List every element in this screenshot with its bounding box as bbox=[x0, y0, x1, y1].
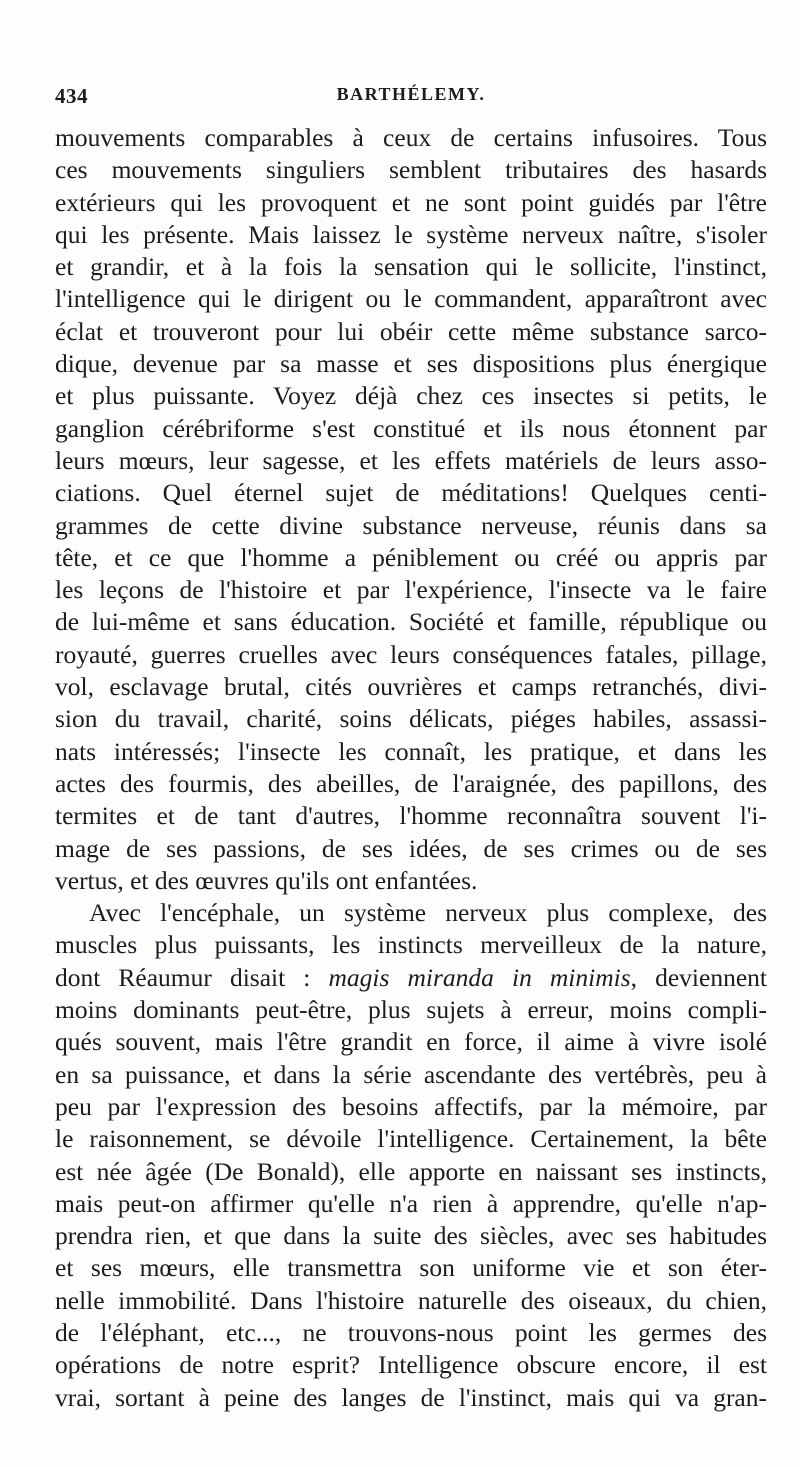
text-line: et ses mœurs, elle transmettra son uniforme vie et son éter- bbox=[55, 1253, 767, 1283]
text-line: et plus puissante. Voyez déjà chez ces insectes si petits, le bbox=[55, 381, 767, 411]
text-line: l'intelligence qui le dirigent ou le commandent, apparaîtront avec bbox=[55, 284, 767, 314]
running-head bbox=[55, 84, 767, 114]
text-line: nelle immobilité. Dans l'histoire naturelle des oiseaux, du chien, bbox=[55, 1285, 767, 1315]
text-segment: dont Réaumur disait : bbox=[55, 962, 329, 992]
body-text bbox=[55, 122, 767, 1414]
text-line: mage de ses passions, de ses idées, de ses crimes ou de ses bbox=[55, 833, 767, 863]
text-line: sion du travail, charité, soins délicats, piéges habiles, assassi- bbox=[55, 704, 767, 734]
text-line: est née âgée (De Bonald), elle apporte en naissant ses instincts, bbox=[55, 1156, 767, 1186]
text-line: vrai, sortant à peine des langes de l'instinct, mais qui va gran- bbox=[55, 1382, 767, 1412]
text-line: vol, esclavage brutal, cités ouvrières et camps retranchés, divi- bbox=[55, 672, 767, 702]
text-line: grammes de cette divine substance nerveuse, réunis dans sa bbox=[55, 510, 767, 540]
latin-quotation: magis miranda in minimis bbox=[328, 962, 631, 992]
text-line: qués souvent, mais l'être grandit en force, il aime à vivre isolé bbox=[55, 1027, 767, 1057]
text-line: mais peut-on affirmer qu'elle n'a rien à apprendre, qu'elle n'ap- bbox=[55, 1188, 767, 1218]
paragraph-first-line: Avec l'encéphale, un système nerveux plus complexe, des bbox=[89, 898, 767, 928]
text-line: leurs mœurs, leur sagesse, et les effets matériels de leurs asso- bbox=[55, 445, 767, 475]
text-line: tête, et ce que l'homme a péniblement ou créé ou appris par bbox=[55, 542, 767, 572]
text-line: mouvements comparables à ceux de certains infusoires. Tous bbox=[55, 123, 767, 152]
running-title: BARTHÉLEMY. bbox=[336, 84, 486, 104]
text-line: muscles plus puissants, les instincts merveilleux de la nature, bbox=[55, 930, 767, 960]
text-line: prendra rien, et que dans la suite des siècles, avec ses habitudes bbox=[55, 1221, 767, 1251]
text-line: opérations de notre esprit? Intelligence obscure encore, il est bbox=[55, 1350, 767, 1380]
text-line: nats intéressés; l'insecte les connaît, les pratique, et dans les bbox=[55, 736, 767, 766]
text-line: ciations. Quel éternel sujet de méditations! Quelques centi- bbox=[55, 478, 767, 508]
text-line: actes des fourmis, des abeilles, de l'araignée, des papillons, des bbox=[55, 768, 767, 798]
text-line: qui les présente. Mais laissez le système nerveux naître, s'isoler bbox=[55, 219, 767, 249]
page-number: 434 bbox=[55, 84, 88, 108]
text-line: peu par l'expression des besoins affectifs, par la mémoire, par bbox=[55, 1091, 767, 1121]
text-line: royauté, guerres cruelles avec leurs conséquences fatales, pillage, bbox=[55, 639, 767, 669]
text-line: ces mouvements singuliers semblent tributaires des hasards bbox=[55, 155, 767, 185]
text-line: ganglion cérébriforme s'est constitué et ils nous étonnent par bbox=[55, 413, 767, 443]
text-line: éclat et trouveront pour lui obéir cette même substance sarco- bbox=[55, 316, 767, 346]
text-line: moins dominants peut-être, plus sujets à erreur, moins compli- bbox=[55, 995, 767, 1025]
text-line: et grandir, et à la fois la sensation qui le sollicite, l'instinct, bbox=[55, 252, 767, 282]
text-line: termites et de tant d'autres, l'homme reconnaîtra souvent l'i- bbox=[55, 801, 767, 831]
text-line: le raisonnement, se dévoile l'intelligence. Certainement, la bête bbox=[55, 1124, 767, 1154]
text-segment: , deviennent bbox=[630, 962, 767, 992]
paragraph-last-line: vertus, et des œuvres qu'ils ont enfantées. bbox=[55, 865, 478, 895]
text-line: en sa puissance, et dans la série ascendante des vertébrès, peu à bbox=[55, 1059, 767, 1089]
text-line-with-italic bbox=[55, 962, 767, 994]
text-line: les leçons de l'histoire et par l'expérience, l'insecte va le faire bbox=[55, 575, 767, 605]
text-line: dique, devenue par sa masse et ses dispositions plus énergique bbox=[55, 349, 767, 379]
text-line: de lui-même et sans éducation. Société et famille, république ou bbox=[55, 607, 767, 637]
text-line: extérieurs qui les provoquent et ne sont point guidés par l'être bbox=[55, 187, 767, 217]
text-line: de l'éléphant, etc..., ne trouvons-nous point les germes des bbox=[55, 1317, 767, 1347]
